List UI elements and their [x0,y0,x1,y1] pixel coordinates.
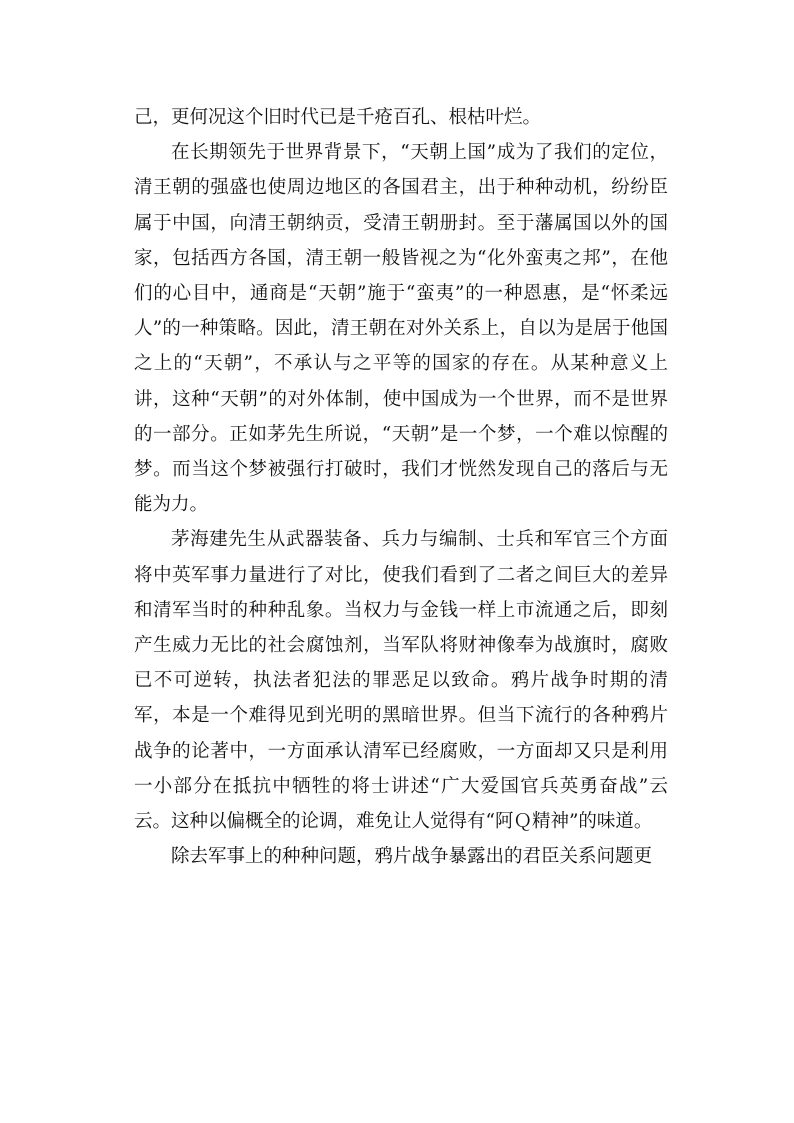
paragraph-continuation: 己，更何况这个旧时代已是千疮百孔、根枯叶烂。 [134,107,542,128]
body-text [134,100,668,874]
paragraph-monarch-minister: 除去军事上的种种问题，鸦片战争暴露出的君臣关系问题更 [171,846,653,868]
paragraph-tianchao: 在长期领先于世界背景下，“天朝上国”成为了我们的定位，清王朝的强盛也使周边地区的各国君主，出于种种动机，纷纷臣属于中国，向清王朝纳贡，受清王朝册封。至于藩属国以外的国家，包括西方各国，清王朝一般皆视之为“化外蛮夷之邦”，在他们的心目中，通商是“天朝”施于“蛮夷”的一种恩惠，是“怀柔远人”的一种策略。因此，清王朝在对外关系上，自以为是居于他国之上的“天朝”，不承认与之平等的国家的存在。从某种意义上讲，这种“天朝”的对外体制，使中国成为一个世界，而不是世界的一部分。正如茅先生所说，“天朝”是一个梦，一个难以惊醒的梦。而当这个梦被强行打破时，我们才恍然发现自己的落后与无能为力。 [134,142,668,516]
paragraph-military-comparison: 茅海建先生从武器装备、兵力与编制、士兵和军官三个方面将中英军事力量进行了对比，使我们看到了二者之间巨大的差异和清军当时的种种乱象。当权力与金钱一样上市流通之后，即刻产生威力无比的社会腐蚀剂，当军队将财神像奉为战旗时，腐败已不可逆转，执法者犯法的罪恶足以致命。鸦片战争时期的清军，本是一个难得见到光明的黑暗世界。但当下流行的各种鸦片战争的论著中，一方面承认清军已经腐败，一方面却又只是利用一小部分在抵抗中牺牲的将士讲述“广大爱国官兵英勇奋战”云云。这种以偏概全的论调，难免让人觉得有“阿Ｑ精神”的味道。 [134,529,668,833]
